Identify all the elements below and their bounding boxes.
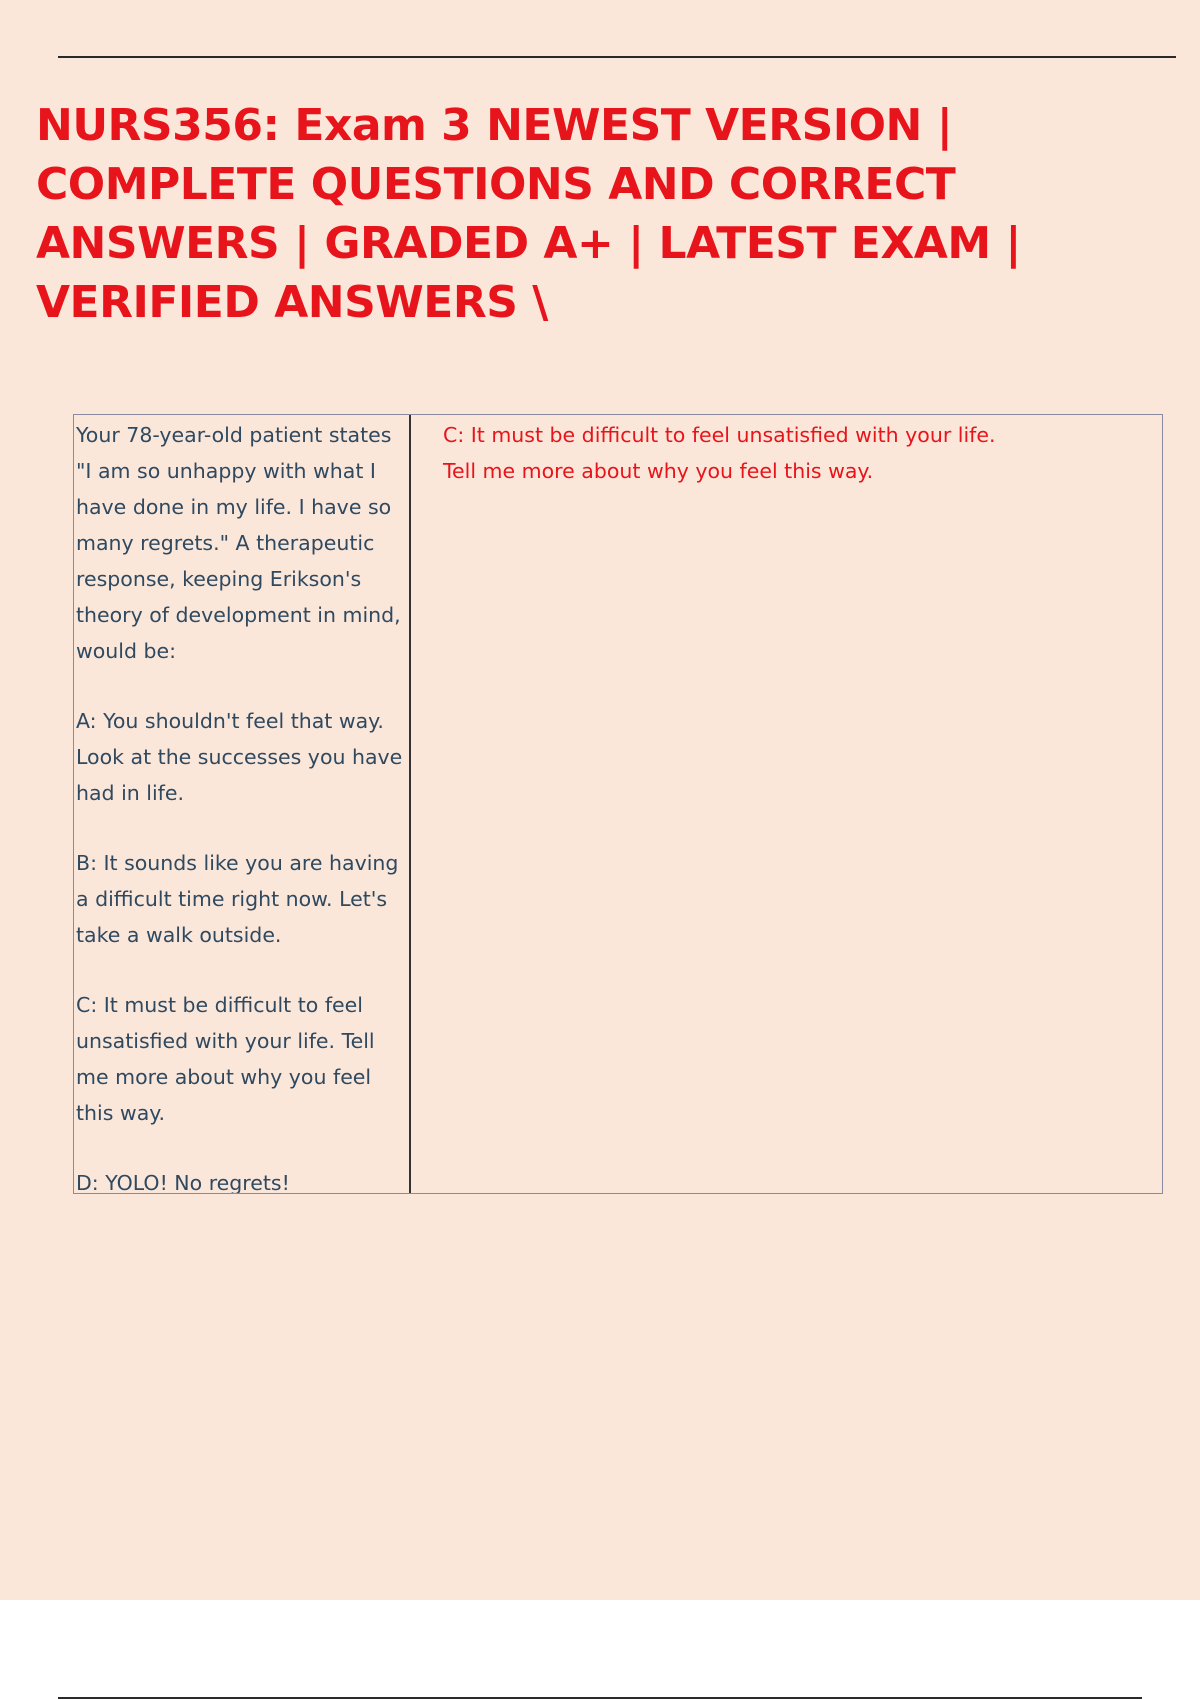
bottom-divider: [58, 1697, 1142, 1699]
option-d: D: YOLO! No regrets!: [76, 1171, 290, 1193]
correct-answer: C: It must be difficult to feel unsatisfied with your life. Tell me more about why you feel this way.: [443, 423, 996, 483]
question-cell: [74, 415, 411, 1193]
option-a: A: You shouldn't feel that way. Look at the successes you have had in life.: [76, 709, 403, 805]
question-answer-table: [73, 414, 1163, 1194]
option-c: C: It must be difficult to feel unsatisfied with your life. Tell me more about why you feel this way.: [76, 993, 375, 1125]
answer-cell: [411, 415, 1162, 1193]
option-b: B: It sounds like you are having a difficult time right now. Let's take a walk outside.: [76, 851, 399, 947]
document-title: NURS356: Exam 3 NEWEST VERSION | COMPLETE QUESTIONS AND CORRECT ANSWERS | GRADED A+ | LATEST EXAM | VERIFIED ANSWERS \: [36, 100, 1022, 328]
top-divider: [58, 56, 1176, 58]
question-text: Your 78-year-old patient states "I am so unhappy with what I have done in my life. I have so many regrets." A therapeutic response, keeping Erikson's theory of development in mind, would be:: [76, 423, 401, 663]
